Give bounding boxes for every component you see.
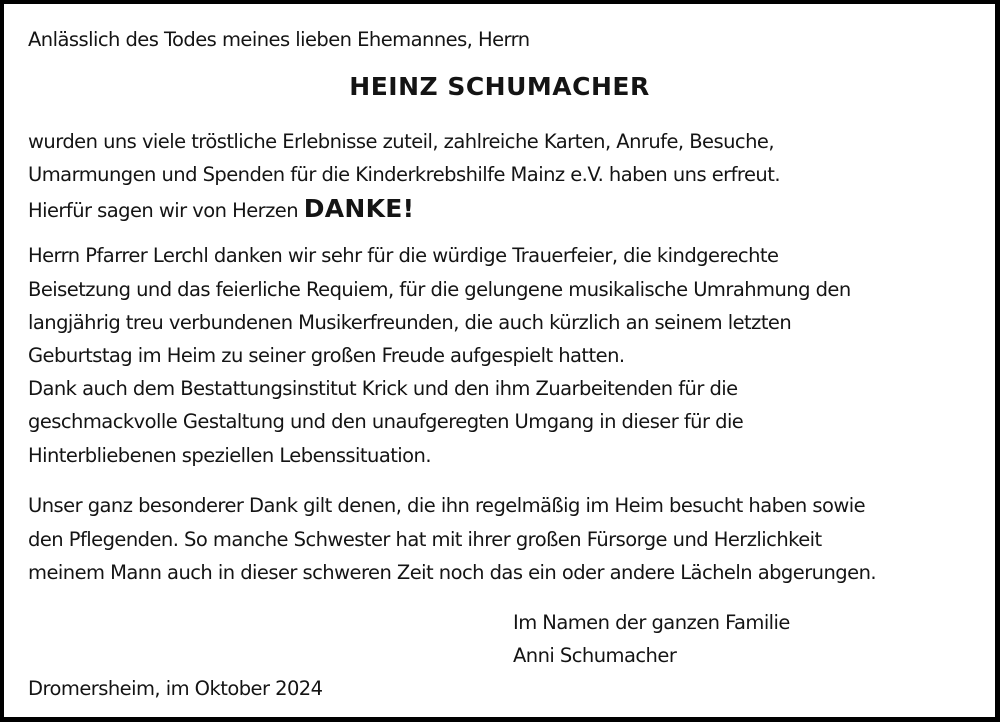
paragraph2-line: Dank auch dem Bestattungsinstitut Krick und den ihm Zuarbeitenden für die xyxy=(28,377,738,400)
paragraph2-line: Hinterbliebenen speziellen Lebenssituation. xyxy=(28,444,432,467)
paragraph2-line: Herrn Pfarrer Lerchl danken wir sehr für die würdige Trauerfeier, die kindgerechte xyxy=(28,244,779,267)
paragraph3-line: meinem Mann auch in dieser schweren Zeit noch das ein oder andere Lächeln abgerungen. xyxy=(28,561,877,584)
paragraph3-line: den Pflegenden. So manche Schwester hat mit ihrer großen Fürsorge und Herzlichkeit xyxy=(28,528,822,551)
obituary-notice xyxy=(4,4,995,717)
deceased-name: HEINZ SCHUMACHER xyxy=(349,72,650,101)
thanks-prefix: Hierfür sagen wir von Herzen xyxy=(28,199,304,222)
signature-line2: Anni Schumacher xyxy=(513,644,677,667)
signature-line1: Im Namen der ganzen Familie xyxy=(513,611,790,634)
place-date: Dromersheim, im Oktober 2024 xyxy=(28,677,323,700)
paragraph2-line: Geburtstag im Heim zu seiner großen Freude aufgespielt hatten. xyxy=(28,344,625,367)
thanks-line xyxy=(28,194,414,223)
paragraph1-line: Umarmungen und Spenden für die Kinderkrebshilfe Mainz e.V. haben uns erfreut. xyxy=(28,163,780,186)
paragraph2-line: langjährig treu verbundenen Musikerfreunden, die auch kürzlich an seinem letzten xyxy=(28,311,792,334)
danke-word: DANKE! xyxy=(303,194,415,223)
paragraph3-line: Unser ganz besonderer Dank gilt denen, die ihn regelmäßig im Heim besucht haben sowie xyxy=(28,494,866,517)
intro-text: Anlässlich des Todes meines lieben Ehemannes, Herrn xyxy=(28,28,530,51)
paragraph2-line: Beisetzung und das feierliche Requiem, für die gelungene musikalische Umrahmung den xyxy=(28,278,851,301)
paragraph2-line: geschmackvolle Gestaltung und den unaufgeregten Umgang in dieser für die xyxy=(28,410,744,433)
paragraph1-line: wurden uns viele tröstliche Erlebnisse zuteil, zahlreiche Karten, Anrufe, Besuche, xyxy=(28,130,774,153)
